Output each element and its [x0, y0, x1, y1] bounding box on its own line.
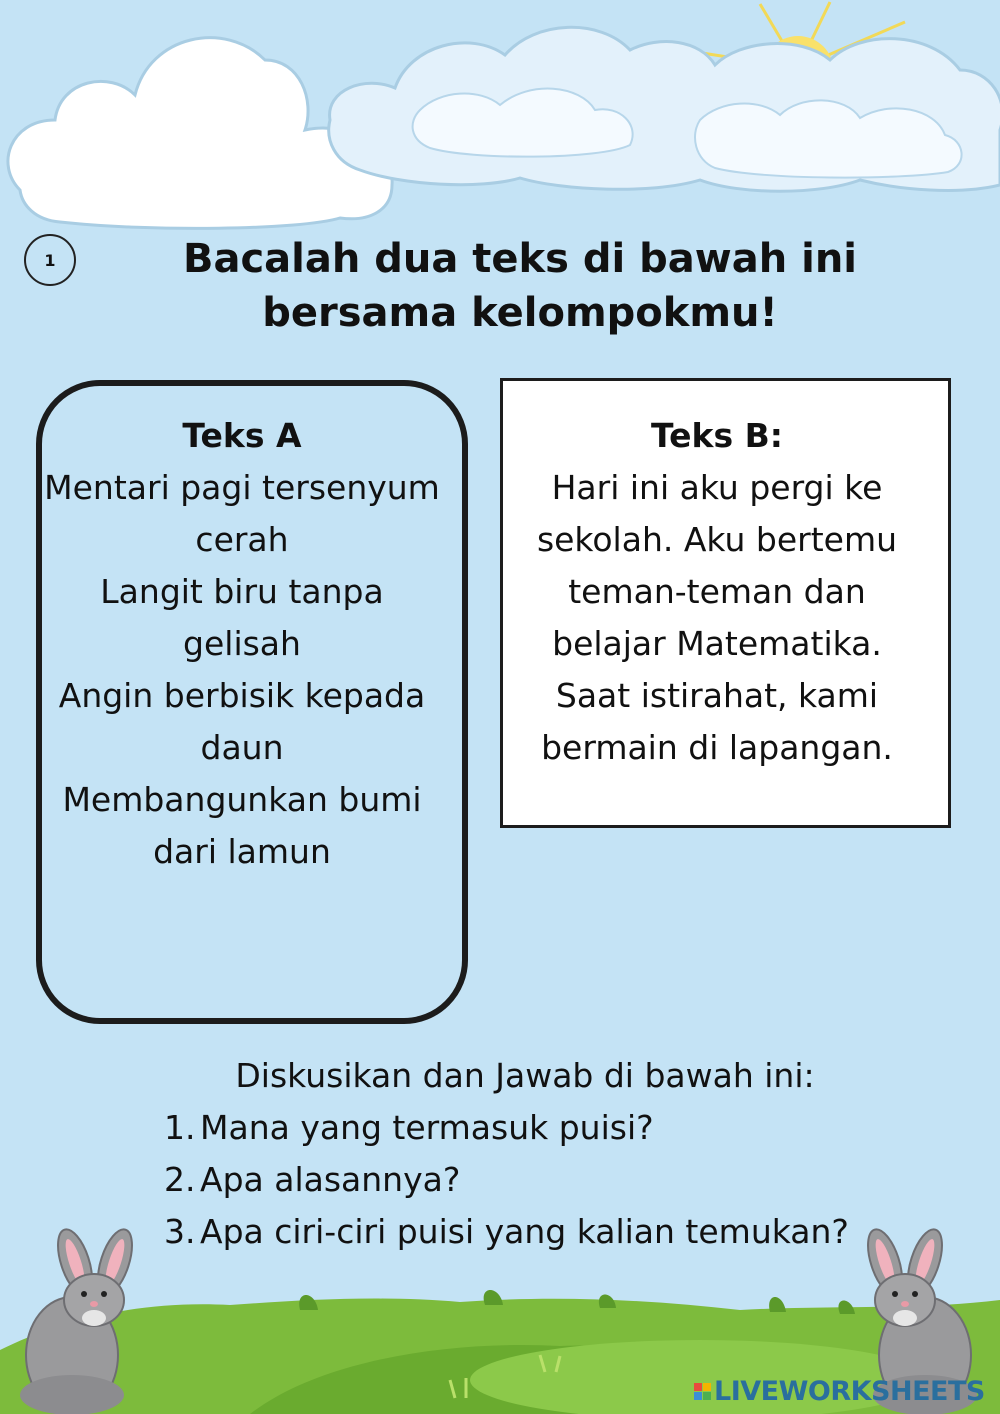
text-b-line: teman-teman dan — [568, 572, 866, 611]
text-a-line: daun — [200, 728, 284, 767]
text-b-line: belajar Matematika. — [552, 624, 882, 663]
text-b-line: Hari ini aku pergi ke — [551, 468, 883, 507]
brand-text: LIVEWORKSHEETS — [714, 1376, 985, 1407]
question-item — [150, 1206, 900, 1258]
question-list — [150, 1102, 900, 1258]
text-a-line: dari lamun — [153, 832, 331, 871]
discussion-title: Diskusikan dan Jawab di bawah ini: — [235, 1056, 815, 1095]
text-b-line: sekolah. Aku bertemu — [536, 520, 898, 559]
question-number-badge: 1 — [24, 234, 76, 286]
liveworksheets-logo — [694, 1376, 994, 1407]
question-text: Apa ciri-ciri puisi yang kalian temukan? — [200, 1212, 849, 1251]
question-item — [150, 1102, 900, 1154]
text-a-line: gelisah — [183, 624, 301, 663]
text-a-content — [30, 410, 454, 878]
text-b-line: Saat istirahat, kami — [555, 676, 879, 715]
text-a-line: Langit biru tanpa — [100, 572, 384, 611]
discussion-section — [150, 1050, 900, 1258]
question-number: 3. — [164, 1212, 196, 1251]
question-item — [150, 1154, 900, 1206]
page-title: Bacalah dua teks di bawah ini bersama kelompokmu! — [182, 236, 858, 336]
text-a-line: cerah — [195, 520, 289, 559]
cloud-right-icon — [329, 27, 1000, 191]
text-b-heading: Teks B: — [651, 416, 783, 455]
text-a-heading: Teks A — [182, 416, 302, 455]
text-b-line: bermain di lapangan. — [541, 728, 893, 767]
text-b-content — [512, 410, 922, 774]
text-a-line: Angin berbisik kepada — [58, 676, 426, 715]
question-text: Mana yang termasuk puisi? — [200, 1108, 654, 1147]
question-number: 2. — [164, 1160, 196, 1199]
liveworksheets-mark-icon — [694, 1383, 711, 1400]
text-a-line: Mentari pagi tersenyum — [44, 468, 440, 507]
question-text: Apa alasannya? — [200, 1160, 461, 1199]
question-number: 1. — [164, 1108, 196, 1147]
text-a-line: Membangunkan bumi — [62, 780, 422, 819]
